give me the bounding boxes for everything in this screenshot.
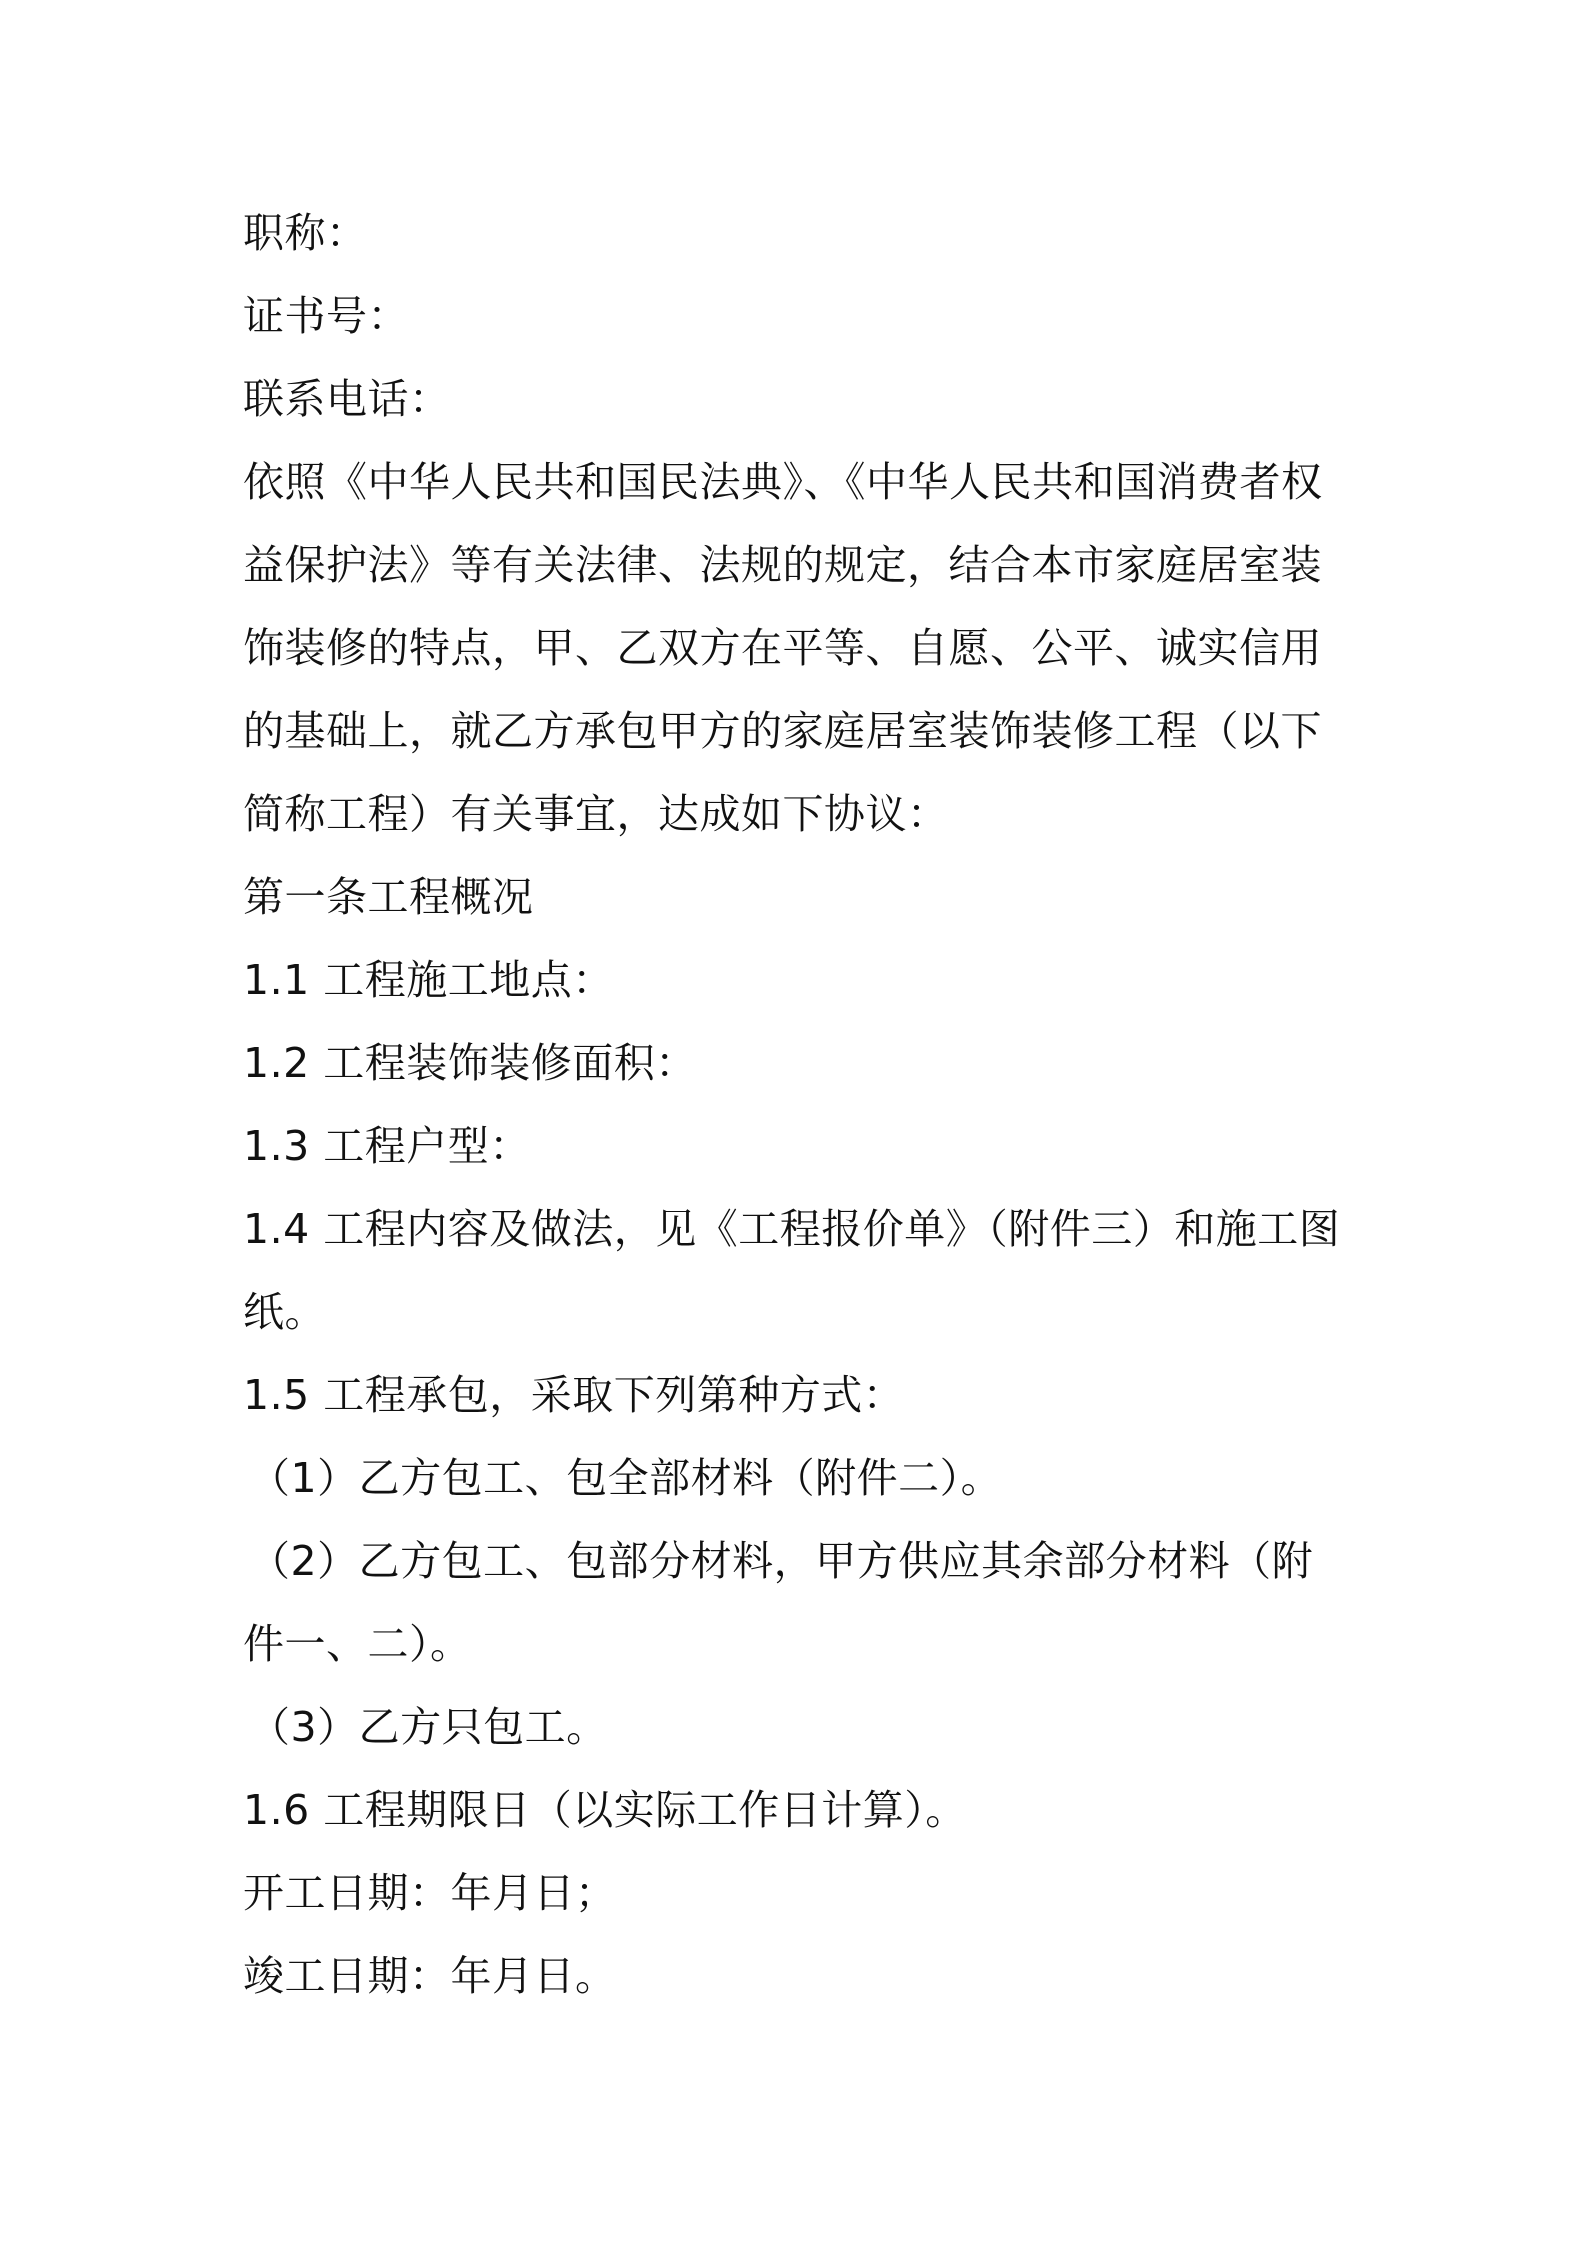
certificate-number-label: 证书号：: [243, 292, 409, 340]
clause-1-5: 1.5 工程承包，采取下列第种方式：: [243, 1371, 905, 1419]
article-1-heading: 第一条工程概况: [243, 873, 534, 921]
document-body: [243, 192, 1353, 2018]
clause-1-4-line-1: 1.4 工程内容及做法，见《工程报价单》（附件三）和施工图: [243, 1205, 1341, 1253]
option-2-line-1: （2）乙方包工、包部分材料，甲方供应其余部分材料（附: [249, 1537, 1314, 1585]
option-1: （1）乙方包工、包全部材料（附件二）。: [249, 1454, 1003, 1502]
completion-date-line: 竣工日期：年月日。: [243, 1952, 617, 2000]
clause-1-4-line-2: 纸。: [243, 1288, 326, 1336]
clause-1-1: 1.1 工程施工地点：: [243, 956, 614, 1004]
option-2-line-2: 件一、二）。: [243, 1620, 472, 1668]
start-date-line: 开工日期：年月日；: [243, 1869, 617, 1917]
clause-1-6: 1.6 工程期限日（以实际工作日计算）。: [243, 1786, 967, 1834]
clause-1-3: 1.3 工程户型：: [243, 1122, 531, 1170]
contact-phone-label: 联系电话：: [243, 375, 451, 423]
clause-1-2: 1.2 工程装饰装修面积：: [243, 1039, 697, 1087]
preamble-line-2: 益保护法》等有关法律、法规的规定，结合本市家庭居室装: [243, 541, 1322, 589]
option-3: （3）乙方只包工。: [249, 1703, 608, 1751]
title-field-label: 职称：: [243, 209, 368, 257]
preamble-line-1: 依照《中华人民共和国民法典》、《中华人民共和国消费者权: [243, 458, 1323, 506]
preamble-line-3: 饰装修的特点，甲、乙双方在平等、自愿、公平、诚实信用: [243, 624, 1322, 672]
preamble-line-4: 的基础上，就乙方承包甲方的家庭居室装饰装修工程（以下: [243, 707, 1322, 755]
preamble-line-5: 简称工程）有关事宜，达成如下协议：: [243, 790, 949, 838]
